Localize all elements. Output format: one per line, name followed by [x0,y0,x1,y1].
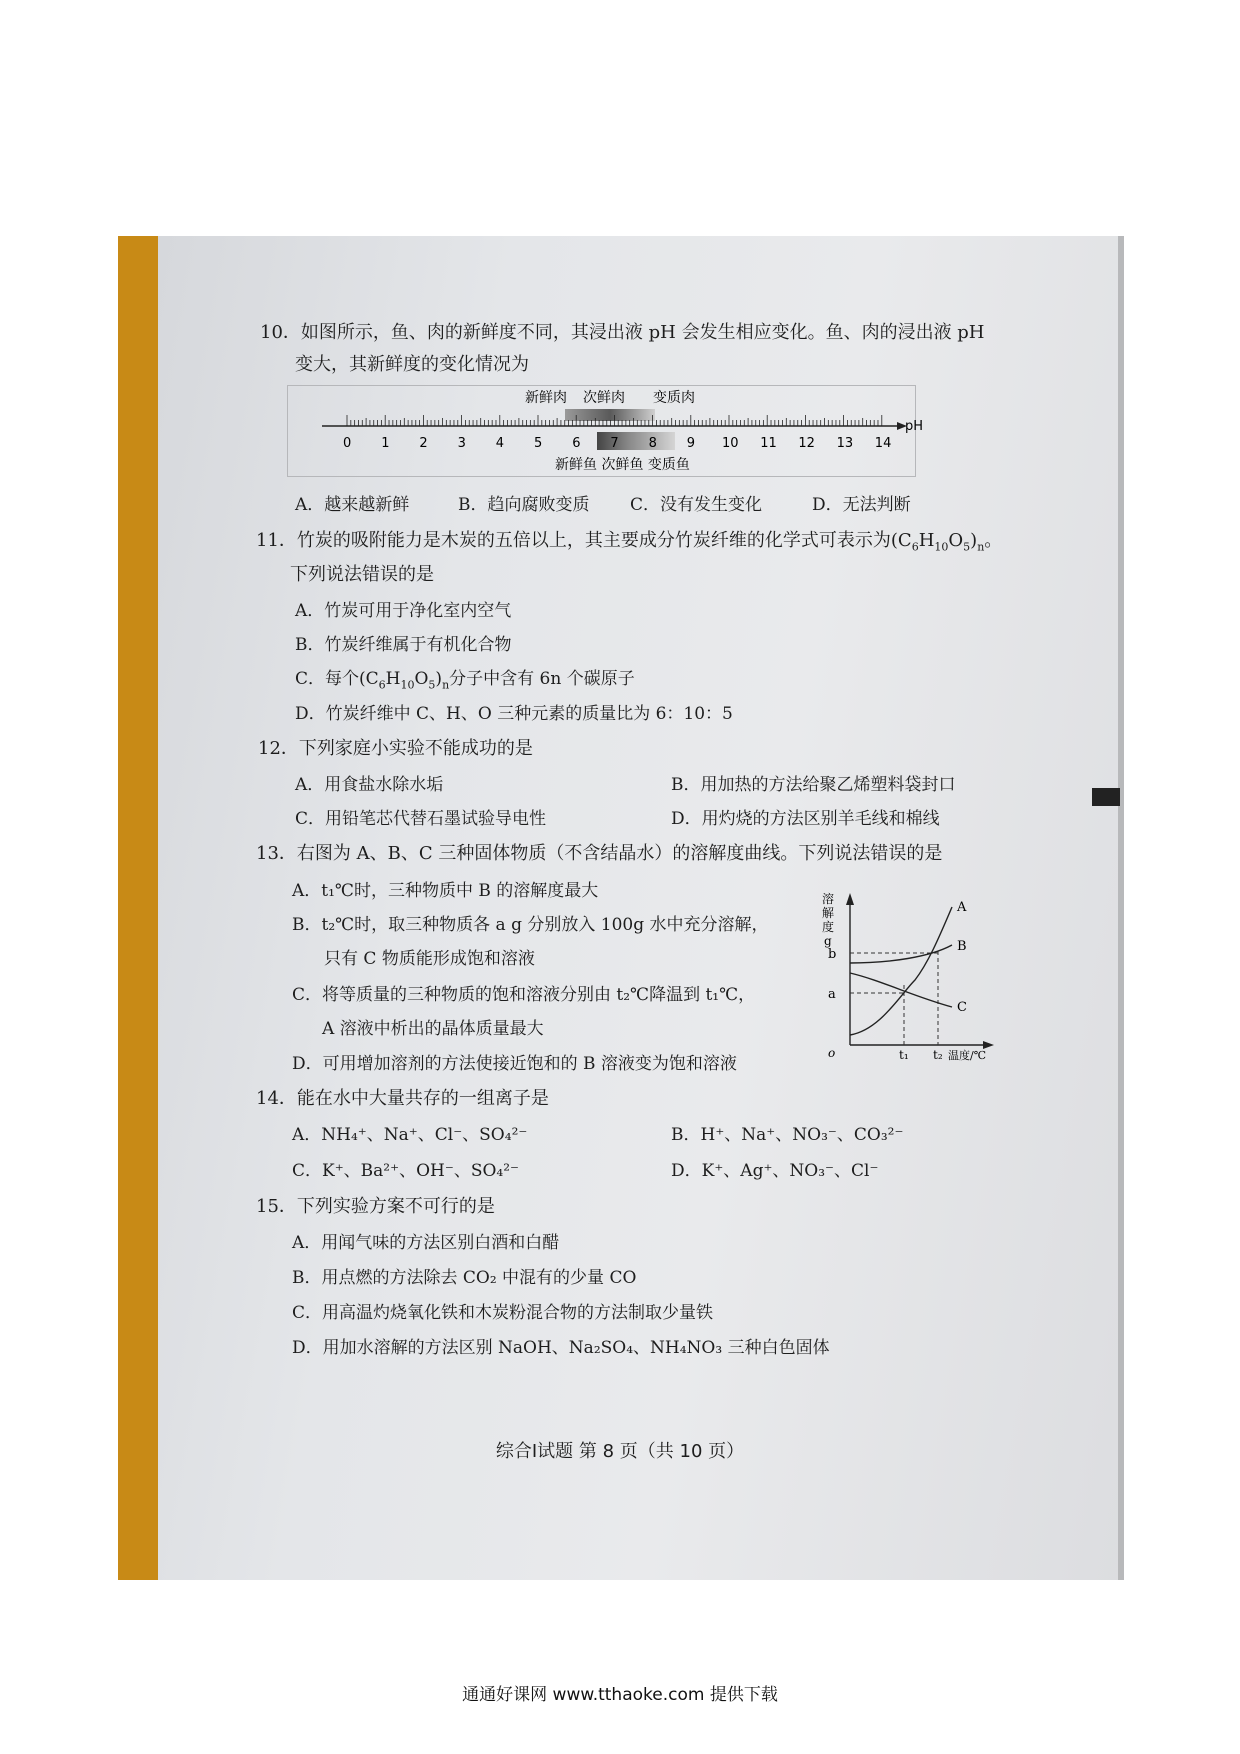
q13-option-b-line2: 只有 C 物质能形成饱和溶液 [324,949,535,969]
q11-stem-line2: 下列说法错误的是 [290,564,434,585]
q12-option-d: D．用灼烧的方法区别羊毛线和棉线 [671,809,940,829]
ph-tick-label: 1 [381,436,390,451]
q11-stem-line1: 11．竹炭的吸附能力是木炭的五倍以上，其主要成分竹炭纤维的化学式可表示为$(C_6H_{10}O_5)_n$。 [256,530,1003,554]
curve-b-label: B [957,939,967,954]
q10-option-b: B．趋向腐败变质 [458,495,590,515]
tick-a: a [828,987,836,1002]
fish-labels: 新鲜鱼 次鲜鱼 变质鱼 [555,457,690,473]
meat-label-spoiled: 变质肉 [653,390,695,406]
ph-tick-label: 11 [760,436,777,451]
ph-tick-label: 8 [648,436,657,451]
meat-label-subfresh: 次鲜肉 [583,390,625,406]
q11-option-c: C．每个$(C_6H_{10}O_5)_n$分子中含有 6n 个碳原子 [295,669,635,692]
q13-option-c-line2: A 溶液中析出的晶体质量最大 [322,1019,544,1039]
meat-ph-band [565,409,655,421]
edge-mark [1092,788,1120,806]
q14-option-a: A．NH₄⁺、Na⁺、Cl⁻、SO₄²⁻ [292,1125,528,1145]
q14-option-c: C．K⁺、Ba²⁺、OH⁻、SO₄²⁻ [292,1161,520,1181]
ph-minor-ticks [347,415,882,426]
ph-tick-label: 9 [686,436,696,451]
ylabel-char-1: 溶 [822,892,835,906]
q10-option-d: D．无法判断 [812,495,911,515]
q13-option-b-line1: B．t₂℃时，取三种物质各 a g 分别放入 100g 水中充分溶解， [292,915,769,935]
ph-tick-label: 13 [836,436,854,451]
q15-option-d: D．用加水溶解的方法区别 NaOH、Na₂SO₄、NH₄NO₃ 三种白色固体 [292,1338,830,1358]
q10-stem-line1: 10．如图所示，鱼、肉的新鲜度不同，其浸出液 pH 会发生相应变化。鱼、肉的浸出液 pH [260,322,985,343]
q15-option-a: A．用闻气味的方法区别白酒和白醋 [292,1233,560,1253]
q12-option-c: C．用铅笔芯代替石墨试验导电性 [295,809,547,829]
ylabel-char-4: g [824,934,832,948]
ylabel-char-2: 解 [822,906,835,920]
q13-option-a: A．t₁℃时，三种物质中 B 的溶解度最大 [292,881,599,901]
page-footer: 综合Ⅰ试题 第 8 页（共 10 页） [495,1441,745,1462]
q15-option-b: B．用点燃的方法除去 CO₂ 中混有的少量 CO [292,1268,637,1288]
q13-option-c-line1: C．将等质量的三种物质的饱和溶液分别由 t₂℃降温到 t₁℃， [292,985,756,1005]
ph-tick-label: 12 [798,436,815,451]
t2-label: t₂ [933,1048,943,1062]
q13-option-d: D．可用增加溶剂的方法使接近饱和的 B 溶液变为饱和溶液 [292,1054,737,1074]
ph-tick-label: 4 [495,436,505,451]
curve-c-label: C [957,1000,967,1015]
ph-tick-label: 0 [343,436,352,451]
q14-option-d: D．K⁺、Ag⁺、NO₃⁻、Cl⁻ [671,1161,879,1181]
q11-option-b: B．竹炭纤维属于有机化合物 [295,635,512,655]
q14-stem: 14．能在水中大量共存的一组离子是 [256,1088,549,1109]
paper-edge-shadow [1118,236,1124,1580]
source-watermark: 通通好课网 www.tthaoke.com 提供下载 [462,1685,778,1705]
q13-stem: 13．右图为 A、B、C 三种固体物质（不含结晶水）的溶解度曲线。下列说法错误的是 [256,843,943,864]
xlabel: 温度/℃ [948,1049,987,1062]
q10-option-c: C．没有发生变化 [630,495,763,515]
ph-unit-label: pH [905,419,924,434]
ph-tick-label: 5 [534,436,543,451]
q11-option-d: D．竹炭纤维中 C、H、O 三种元素的质量比为 6：10：5 [295,704,733,724]
fish-ph-band [597,432,675,450]
q12-stem: 12．下列家庭小实验不能成功的是 [258,738,533,759]
ph-tick-label: 6 [572,436,581,451]
curve-a [850,907,952,1035]
ylabel-char-3: 度 [822,920,835,934]
q10-stem-line2: 变大，其新鲜度的变化情况为 [295,354,529,375]
q12-option-a: A．用食盐水除水垢 [295,775,444,795]
ph-tick-label: 7 [610,436,619,451]
curve-c [850,973,952,1007]
tick-b: b [828,947,837,962]
q14-option-b: B．H⁺、Na⁺、NO₃⁻、CO₃²⁻ [671,1125,904,1145]
ph-tick-label: 10 [722,436,739,451]
ph-tick-label: 2 [419,436,428,451]
ph-scale-figure [287,385,924,475]
x-axis-arrow [983,1041,994,1049]
t1-label: t₁ [899,1048,909,1062]
curve-a-label: A [957,900,967,915]
q15-stem: 15．下列实验方案不可行的是 [256,1196,495,1217]
ph-tick-label: 14 [874,436,892,451]
solubility-curve-graph [820,885,1010,1060]
origin-label: o [828,1046,836,1060]
curve-b [850,945,952,963]
meat-label-fresh: 新鲜肉 [525,390,567,406]
ph-tick-label: 3 [457,436,466,451]
ph-tick-labels [343,436,891,451]
q11-option-a: A．竹炭可用于净化室内空气 [295,601,512,621]
q10-option-a: A．越来越新鲜 [295,495,410,515]
q15-option-c: C．用高温灼烧氧化铁和木炭粉混合物的方法制取少量铁 [292,1303,714,1323]
y-axis-arrow [846,893,854,905]
q12-option-b: B．用加热的方法给聚乙烯塑料袋封口 [671,775,956,795]
